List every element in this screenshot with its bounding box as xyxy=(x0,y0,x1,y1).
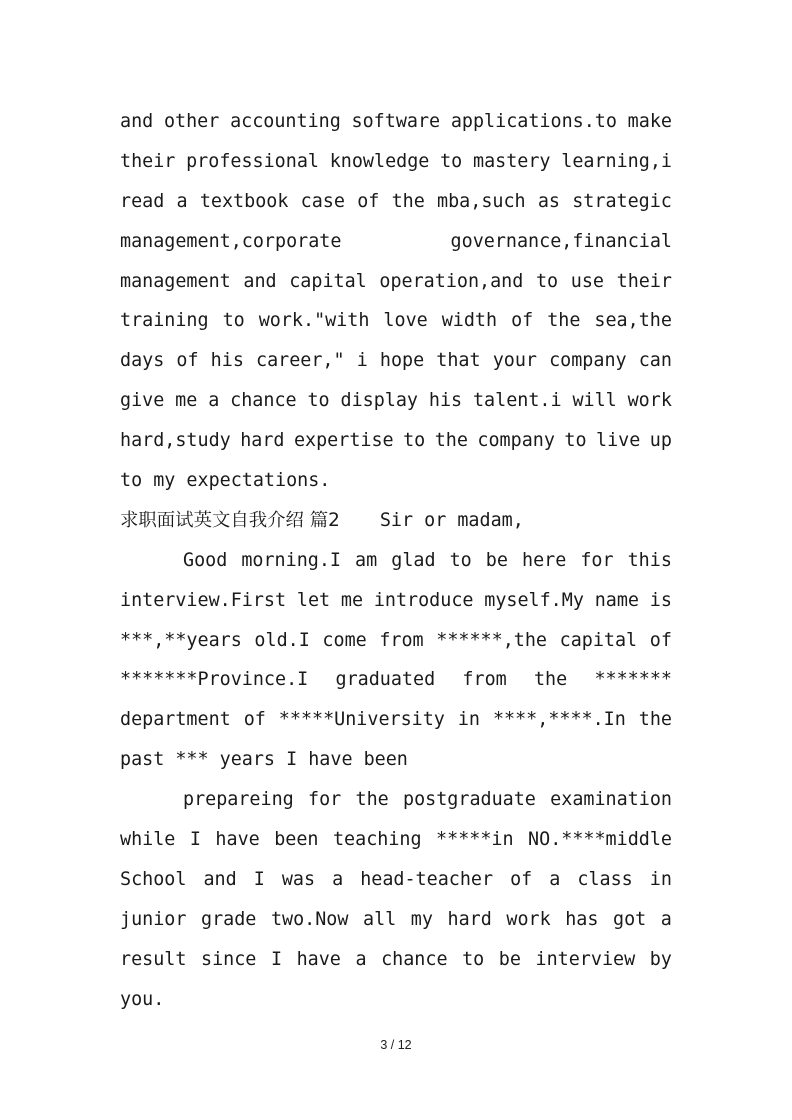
word: have xyxy=(215,829,260,851)
word: make xyxy=(627,111,672,132)
word: to xyxy=(462,948,485,970)
word: your xyxy=(492,350,537,372)
word: management,corporate xyxy=(120,230,342,252)
word: i xyxy=(356,350,368,372)
word: the xyxy=(434,430,468,452)
word: me xyxy=(175,390,198,412)
word: and xyxy=(243,270,277,292)
word: from xyxy=(379,629,424,651)
word: ***,**years xyxy=(120,629,242,651)
word: will xyxy=(572,390,617,412)
word: to xyxy=(222,310,245,332)
word: morning.I xyxy=(241,549,341,571)
word: a xyxy=(660,908,672,930)
word: all xyxy=(363,908,397,930)
word: for xyxy=(580,549,614,571)
word: love xyxy=(383,310,428,332)
word: capital xyxy=(559,629,638,651)
document-page xyxy=(120,102,672,1019)
word: company xyxy=(549,350,627,372)
word: work xyxy=(627,390,672,412)
word: read xyxy=(120,190,165,212)
word: here xyxy=(522,549,567,571)
word: interview xyxy=(535,948,636,970)
word: a xyxy=(176,190,188,212)
word: to xyxy=(535,270,559,292)
word: days xyxy=(120,350,165,372)
word: examination xyxy=(550,789,672,811)
word: while xyxy=(120,829,176,851)
word: junior xyxy=(120,908,187,930)
word: up xyxy=(649,430,672,452)
text-line xyxy=(120,621,672,661)
word: training xyxy=(120,310,209,332)
word: ****,****.In xyxy=(492,709,626,731)
word: company xyxy=(477,430,555,452)
word: width xyxy=(441,310,498,332)
word: the xyxy=(547,310,581,332)
word: am xyxy=(355,549,378,571)
word: I xyxy=(189,829,201,851)
word: a xyxy=(355,948,367,970)
word: NO.****middle xyxy=(528,829,672,851)
word: and xyxy=(203,868,237,890)
word: grade xyxy=(201,908,257,930)
word: two.Now xyxy=(270,908,349,930)
word: *******Province.I xyxy=(120,669,309,691)
word: interview.First xyxy=(120,589,287,611)
word: talent.i xyxy=(472,390,562,412)
word: be xyxy=(498,948,521,970)
word: other xyxy=(163,111,220,132)
word: knowledge xyxy=(329,150,430,172)
word: strategic xyxy=(572,190,672,212)
text-line xyxy=(120,421,672,461)
word: display xyxy=(340,390,419,412)
word: been xyxy=(274,829,319,851)
word: I xyxy=(253,868,265,890)
text-line xyxy=(120,581,672,621)
word: come xyxy=(322,629,367,651)
word: mba,such xyxy=(437,190,526,212)
word: in xyxy=(649,868,672,890)
word: work xyxy=(506,908,551,930)
word: accounting xyxy=(230,111,341,132)
word: graduated xyxy=(335,669,436,691)
word: of xyxy=(649,629,672,651)
text-line xyxy=(120,700,672,740)
word: as xyxy=(537,190,560,212)
section-heading xyxy=(120,501,672,541)
word: can xyxy=(638,350,672,372)
word: his xyxy=(428,390,463,412)
word: to xyxy=(307,390,330,412)
word: hope xyxy=(379,350,425,372)
word: School xyxy=(120,868,187,890)
word: a xyxy=(208,390,220,412)
text-line xyxy=(120,780,672,820)
word: software xyxy=(351,111,441,132)
section-title: 求职面试英文自我介绍 篇2 xyxy=(120,509,340,531)
text-line xyxy=(120,222,672,262)
word: of xyxy=(511,310,534,332)
word: by xyxy=(649,948,672,970)
text-line xyxy=(120,940,672,980)
word: expertise xyxy=(293,430,394,452)
paragraph-3 xyxy=(120,780,672,1019)
word: capital xyxy=(289,270,367,292)
word: ******* xyxy=(594,669,672,691)
word: learning,i xyxy=(561,150,672,172)
text-line xyxy=(120,301,672,341)
word: of xyxy=(510,868,533,890)
text-line xyxy=(120,102,672,142)
word: my xyxy=(410,908,433,930)
word: to xyxy=(440,150,463,172)
salutation: Sir or madam, xyxy=(379,509,524,531)
word: let xyxy=(296,589,331,611)
word: of xyxy=(243,709,266,731)
word: in xyxy=(457,709,480,731)
word: hard xyxy=(447,908,492,930)
word: to xyxy=(403,430,426,452)
word: old.I xyxy=(254,629,310,651)
word: was xyxy=(281,868,316,890)
word: has xyxy=(565,908,599,930)
word: chance xyxy=(230,390,297,412)
word: teaching xyxy=(332,829,422,851)
word: mastery xyxy=(473,150,551,172)
word: head-teacher xyxy=(360,868,494,890)
word: I xyxy=(270,948,283,970)
word: the xyxy=(638,709,672,731)
word: from xyxy=(462,669,507,691)
word: myself.My xyxy=(484,589,584,611)
word: to xyxy=(564,430,587,452)
word: since xyxy=(201,948,257,970)
word: sea,the xyxy=(594,310,672,332)
word: the xyxy=(391,190,425,212)
word: the xyxy=(533,669,568,691)
word: *****University xyxy=(278,709,445,731)
text-line xyxy=(120,182,672,222)
word: to xyxy=(449,549,472,571)
word: of xyxy=(357,190,380,212)
word: their xyxy=(120,150,176,172)
word: be xyxy=(485,549,508,571)
word: management xyxy=(120,270,231,292)
text-line xyxy=(120,860,672,900)
word: Good xyxy=(183,549,228,571)
paragraph-2 xyxy=(120,541,672,780)
word: me xyxy=(340,589,364,611)
text-line xyxy=(120,820,672,860)
word: class xyxy=(577,868,633,890)
text-line xyxy=(120,381,672,421)
text-line xyxy=(120,341,672,381)
word: applications.to xyxy=(450,111,617,132)
word: have xyxy=(296,948,341,970)
word: live xyxy=(596,430,641,452)
word: got xyxy=(613,908,647,930)
word: result xyxy=(120,948,187,970)
word: glad xyxy=(391,549,436,571)
word: case xyxy=(300,190,345,212)
word: professional xyxy=(186,150,319,172)
word: work."with xyxy=(258,310,370,332)
word: for xyxy=(308,789,342,811)
text-line xyxy=(120,541,672,581)
word: prepareing xyxy=(183,789,294,811)
word: *****in xyxy=(436,829,514,851)
text-line xyxy=(120,142,672,182)
word: the xyxy=(355,789,389,811)
word: name xyxy=(594,589,639,611)
text-line xyxy=(120,660,672,700)
text-line-last: you. xyxy=(120,988,165,1010)
word: postgraduate xyxy=(403,789,536,811)
word: his xyxy=(210,350,244,372)
word: this xyxy=(627,549,672,571)
word: career," xyxy=(256,350,345,372)
word: hard xyxy=(240,430,285,452)
word: textbook xyxy=(199,190,289,212)
word: of xyxy=(176,350,199,372)
word: a xyxy=(549,868,561,890)
word: their xyxy=(616,270,672,292)
word: ******,the xyxy=(436,629,547,651)
word: and xyxy=(120,111,154,132)
word: governance,financial xyxy=(450,230,672,252)
page-number: 3 / 12 xyxy=(380,1038,412,1052)
text-line-last: past *** years I have been xyxy=(120,749,408,771)
word: chance xyxy=(381,948,448,970)
word: that xyxy=(436,350,481,372)
word: department xyxy=(120,709,231,731)
text-line-last: to my expectations. xyxy=(120,470,331,492)
text-line xyxy=(120,262,672,302)
word: operation,and xyxy=(379,270,524,292)
word: is xyxy=(649,589,672,611)
word: introduce xyxy=(373,589,474,611)
text-line xyxy=(120,900,672,940)
word: hard,study xyxy=(120,430,231,452)
word: use xyxy=(570,270,604,292)
word: a xyxy=(332,868,344,890)
paragraph-1 xyxy=(120,102,672,501)
word: give xyxy=(120,390,165,412)
